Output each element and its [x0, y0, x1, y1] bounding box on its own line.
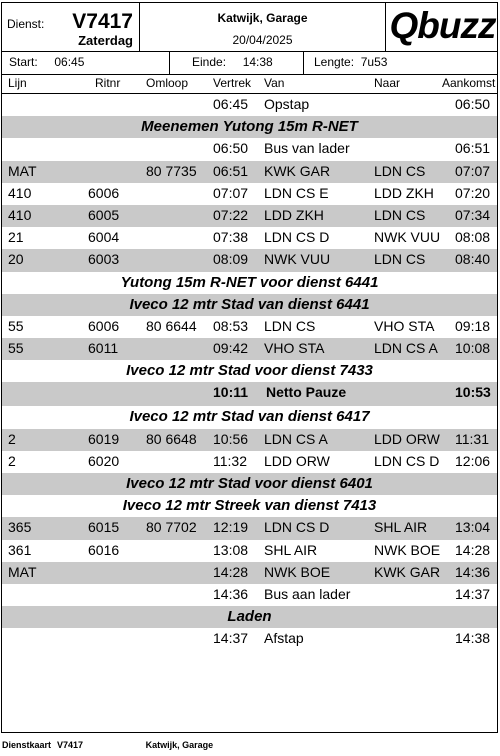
cell-lijn: 2: [8, 430, 16, 447]
cell-van: LDN CS E: [264, 184, 329, 201]
col-lijn: Lijn: [8, 76, 27, 90]
cell-aankomst: 08:40: [455, 251, 491, 268]
table-row: [2, 451, 497, 473]
cell-naar: NWK BOE: [374, 541, 441, 558]
section-heading: Yutong 15m R-NET voor dienst 6441: [120, 273, 379, 291]
section-heading: Iveco 12 mtr Streek van dienst 7413: [122, 497, 377, 515]
cell-vertrek: 09:42: [213, 340, 249, 357]
cell-ritnr: 6016: [88, 541, 120, 558]
cell-vertrek: 11:32: [213, 452, 247, 469]
cell-van: VHO STA: [264, 340, 325, 357]
cell-naar: KWK GAR: [374, 563, 441, 580]
qbuzz-logo: Qbuzz: [389, 5, 496, 46]
page-footer: [2, 740, 243, 750]
cell-aankomst: 07:20: [455, 184, 491, 201]
cell-vertrek: 10:11: [213, 384, 249, 401]
table-row: [2, 205, 497, 227]
table-row: [2, 338, 497, 360]
col-vertrek: Vertrek: [213, 76, 252, 90]
cell-van: LDD ZKH: [264, 206, 324, 223]
cell-vertrek: 06:51: [213, 162, 249, 179]
cell-van: LDN CS D: [264, 229, 330, 246]
cell-lijn: 20: [8, 251, 24, 268]
cell-lijn: 55: [8, 340, 24, 357]
cell-lijn: 410: [8, 184, 32, 201]
cell-ritnr: 6006: [88, 317, 120, 334]
cell-van: SHL AIR: [264, 541, 318, 558]
cell-vertrek: 07:07: [213, 184, 249, 201]
cell-van: Bus van lader: [264, 140, 350, 157]
cell-van: Afstap: [264, 630, 304, 647]
length-label: Lengte:: [314, 55, 355, 69]
cell-ritnr: 6020: [88, 452, 120, 469]
cell-van: Bus aan lader: [264, 585, 351, 602]
cell-van: NWK BOE: [264, 563, 331, 580]
duty-day: Zaterdag: [78, 33, 133, 48]
cell-vertrek: 08:53: [213, 317, 249, 334]
start-label: Start:: [9, 55, 38, 69]
cell-naar: LDN CS: [374, 162, 426, 179]
cell-van: LDN CS D: [264, 519, 330, 536]
cell-van: LDD ORW: [264, 452, 330, 469]
cell-aankomst: 06:50: [455, 96, 491, 112]
cell-vertrek: 06:45: [213, 96, 249, 112]
col-van: Van: [264, 76, 285, 90]
table-row: [2, 562, 497, 584]
cell-aankomst: 11:31: [455, 430, 489, 447]
cell-lijn: MAT: [8, 563, 37, 580]
cell-vertrek: 14:36: [213, 585, 249, 602]
section-heading: Iveco 12 mtr Stad voor dienst 7433: [126, 362, 373, 380]
cell-aankomst: 10:08: [455, 340, 491, 357]
cell-vertrek: 07:22: [213, 206, 249, 223]
cell-aankomst: 07:34: [455, 206, 491, 223]
section-heading: Meenemen Yutong 15m R-NET: [2, 116, 497, 138]
table-row: [2, 429, 497, 451]
cell-omloop: 80 7702: [146, 519, 197, 536]
cell-van: NWK VUU: [264, 251, 331, 268]
start-value: 06:45: [54, 55, 85, 69]
cell-lijn: 2: [8, 452, 16, 469]
pause-row: [2, 382, 497, 406]
col-aankomst: Aankomst: [442, 76, 496, 90]
cell-naar: SHL AIR: [374, 519, 428, 536]
cell-aankomst: 14:36: [455, 563, 491, 580]
cell-aankomst: 14:28: [455, 541, 491, 558]
cell-naar: LDN CS: [374, 206, 426, 223]
table-row: [2, 249, 497, 271]
duty-cell: [2, 3, 140, 51]
end-box: [170, 51, 304, 74]
cell-naar: LDD ORW: [374, 430, 440, 447]
cell-naar: LDN CS: [374, 251, 426, 268]
duty-info-bar: [2, 51, 497, 75]
footer-location: Katwijk, Garage: [145, 740, 214, 750]
cell-vertrek: 10:56: [213, 430, 249, 447]
location: Katwijk, Garage: [217, 11, 308, 25]
cell-vertrek: 08:09: [213, 251, 249, 268]
table-row: [2, 94, 497, 116]
end-value: 14:38: [242, 55, 273, 69]
cell-aankomst: 14:38: [455, 630, 491, 647]
cell-ritnr: 6019: [88, 430, 120, 447]
cell-vertrek: 13:08: [213, 541, 249, 558]
card-header: [2, 3, 497, 52]
cell-aankomst: 12:06: [455, 452, 491, 469]
table-row: [2, 517, 497, 539]
cell-vertrek: 14:37: [213, 630, 249, 647]
section-heading: Laden: [2, 606, 497, 628]
table-row: [2, 584, 497, 606]
cell-vertrek: 14:28: [213, 563, 249, 580]
cell-naar: LDN CS D: [374, 452, 440, 469]
cell-van: Opstap: [264, 96, 310, 112]
location-date-cell: [140, 3, 386, 51]
cell-omloop: 80 7735: [146, 162, 197, 179]
cell-aankomst: 08:08: [455, 229, 491, 246]
cell-aankomst: 07:07: [455, 162, 491, 179]
cell-lijn: 365: [8, 519, 32, 536]
col-ritnr: Ritnr: [95, 76, 121, 90]
cell-naar: VHO STA: [374, 317, 435, 334]
cell-vertrek: 12:19: [213, 519, 249, 536]
cell-ritnr: 6011: [88, 340, 119, 357]
table-row: [2, 227, 497, 249]
table-row: [2, 138, 497, 160]
section-heading: Iveco 12 mtr Stad voor dienst 6401: [2, 473, 497, 495]
cell-aankomst: 14:37: [455, 585, 491, 602]
cell-vertrek: 07:38: [213, 229, 249, 246]
cell-lijn: 21: [8, 229, 24, 246]
table-row: [2, 628, 497, 650]
cell-lijn: MAT: [8, 162, 37, 179]
cell-aankomst: 13:04: [455, 519, 491, 536]
col-omloop: Omloop: [146, 76, 189, 90]
cell-lijn: 410: [8, 206, 32, 223]
end-label: Einde:: [192, 55, 227, 69]
column-header-row: [2, 75, 497, 94]
start-box: [2, 51, 170, 74]
cell-naar: LDD ZKH: [374, 184, 434, 201]
col-naar: Naar: [374, 76, 401, 90]
cell-van: Netto Pauze: [266, 384, 347, 401]
length-value: 7u53: [360, 55, 388, 69]
duty-number: V7417: [72, 10, 133, 33]
table-row: [2, 540, 497, 562]
duty-label: Dienst:: [7, 17, 45, 31]
table-row: [2, 161, 497, 183]
cell-ritnr: 6015: [88, 519, 120, 536]
cell-van: LDN CS A: [264, 430, 328, 447]
cell-ritnr: 6006: [88, 184, 120, 201]
cell-aankomst: 10:53: [455, 384, 491, 401]
cell-aankomst: 09:18: [455, 317, 491, 334]
cell-ritnr: 6005: [88, 206, 120, 223]
section-heading: Iveco 12 mtr Stad van dienst 6441: [2, 294, 497, 316]
table-row: [2, 316, 497, 338]
length-box: [304, 51, 498, 74]
section-heading: Iveco 12 mtr Stad van dienst 6417: [129, 408, 370, 426]
cell-naar: LDN CS A: [374, 340, 438, 357]
cell-omloop: 80 6648: [146, 430, 197, 447]
cell-lijn: 55: [8, 317, 24, 334]
schedule-table: [2, 94, 497, 651]
cell-aankomst: 06:51: [455, 140, 491, 157]
table-row: [2, 183, 497, 205]
cell-van: LDN CS: [264, 317, 316, 334]
cell-lijn: 361: [8, 541, 32, 558]
cell-ritnr: 6003: [88, 251, 120, 268]
footer-card-label: Dienstkaart V7417: [2, 740, 84, 750]
cell-ritnr: 6004: [88, 229, 120, 246]
cell-omloop: 80 6644: [146, 317, 197, 334]
cell-naar: NWK VUU: [374, 229, 441, 246]
date: 20/04/2025: [232, 33, 293, 47]
logo-cell: [386, 3, 498, 51]
cell-van: KWK GAR: [264, 162, 331, 179]
cell-vertrek: 06:50: [213, 140, 249, 157]
duty-card: [1, 2, 498, 733]
